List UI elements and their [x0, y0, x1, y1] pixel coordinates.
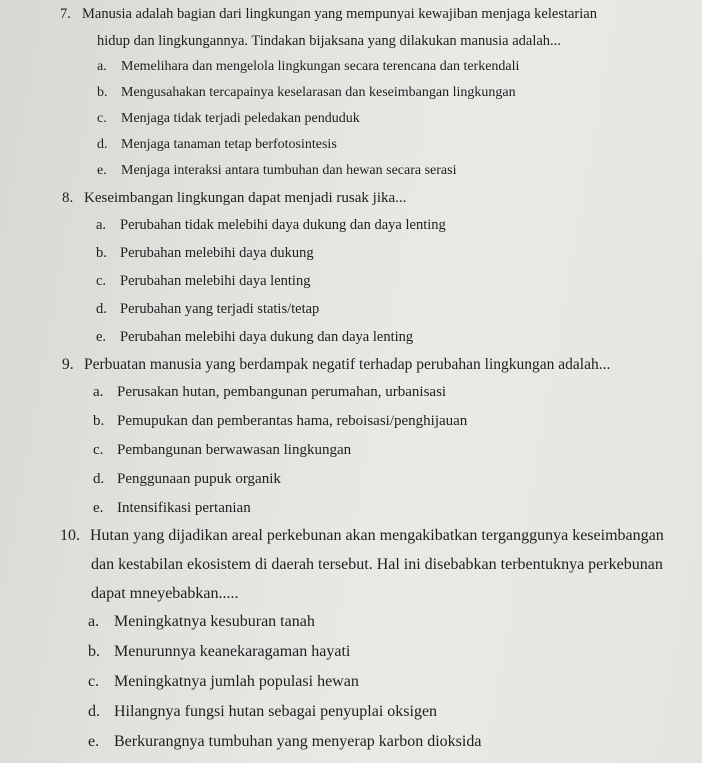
option-text: Meningkatnya jumlah populasi hewan: [114, 673, 359, 690]
option-8e[interactable]: [96, 329, 413, 346]
option-text: Pembangunan berwawasan lingkungan: [117, 442, 352, 458]
option-9d[interactable]: [93, 471, 281, 488]
option-7e[interactable]: [97, 163, 456, 179]
option-text: Hilangnya fungsi hutan sebagai penyuplai oksigen: [114, 703, 438, 720]
option-8d[interactable]: [96, 301, 319, 318]
option-letter: d.: [96, 301, 107, 317]
option-letter: d.: [88, 703, 100, 720]
option-8c[interactable]: [96, 273, 310, 290]
question-text-line: Hutan yang dijadikan areal perkebunan akan mengakibatkan terganggunya keseimbangan: [90, 527, 664, 544]
option-9c[interactable]: [93, 442, 351, 459]
question-number: 10.: [60, 527, 80, 544]
option-7d[interactable]: [97, 137, 337, 153]
option-letter: e.: [96, 329, 107, 345]
option-7c[interactable]: [97, 111, 360, 127]
option-letter: c.: [93, 442, 104, 458]
option-text: Memelihara dan mengelola lingkungan secara terencana dan terkendali: [121, 59, 520, 74]
question-7: [60, 6, 597, 23]
question-8: [62, 190, 406, 207]
option-10e[interactable]: [88, 733, 481, 751]
option-letter: e.: [97, 163, 107, 178]
option-text: Menjaga tidak terjadi peledakan penduduk: [121, 111, 360, 126]
option-text: Penggunaan pupuk organik: [117, 471, 281, 487]
option-letter: a.: [96, 217, 107, 233]
option-letter: b.: [97, 85, 108, 100]
option-letter: a.: [93, 384, 104, 400]
option-text: Menurunnya keanekaragaman hayati: [114, 643, 351, 660]
option-text: Perusakan hutan, pembangunan perumahan, urbanisasi: [117, 384, 447, 400]
option-9a[interactable]: [93, 384, 446, 401]
option-letter: d.: [97, 137, 108, 152]
option-9e[interactable]: [93, 500, 251, 517]
question-text-line: dapat mneyebabkan.....: [91, 585, 239, 602]
option-text: Perubahan melebihi daya lenting: [120, 273, 311, 289]
question-text-line: dan kestabilan ekosistem di daerah tersebut. Hal ini disebabkan terbentuknya perkebunan: [91, 556, 663, 573]
option-letter: e.: [88, 733, 100, 750]
option-text: Pemupukan dan pemberantas hama, reboisasi/penghijauan: [117, 413, 468, 429]
option-letter: d.: [93, 471, 105, 487]
question-text-line: hidup dan lingkungannya. Tindakan bijaksana yang dilakukan manusia adalah...: [97, 33, 561, 49]
option-text: Perubahan melebihi daya dukung dan daya lenting: [120, 329, 414, 345]
option-10c[interactable]: [88, 673, 359, 691]
option-10d[interactable]: [88, 703, 437, 721]
option-text: Berkurangnya tumbuhan yang menyerap karbon dioksida: [114, 733, 482, 750]
option-letter: c.: [97, 111, 107, 126]
option-letter: c.: [96, 273, 107, 289]
question-text-line: Manusia adalah bagian dari lingkungan yang mempunyai kewajiban menjaga kelestarian: [82, 6, 597, 22]
option-7a[interactable]: [97, 59, 519, 75]
option-9b[interactable]: [93, 413, 467, 430]
option-letter: b.: [88, 643, 100, 660]
question-number: 9.: [62, 356, 74, 373]
option-text: Perubahan tidak melebihi daya dukung dan daya lenting: [120, 217, 446, 233]
question-10: [60, 527, 664, 545]
option-letter: a.: [97, 59, 107, 74]
question-number: 8.: [62, 190, 74, 206]
option-letter: a.: [88, 613, 100, 630]
question-text-line: Perbuatan manusia yang berdampak negatif terhadap perubahan lingkungan adalah...: [84, 356, 611, 373]
option-10b[interactable]: [88, 643, 350, 661]
option-text: Meningkatnya kesuburan tanah: [114, 613, 315, 630]
option-10a[interactable]: [88, 613, 315, 631]
option-text: Menjaga tanaman tetap berfotosintesis: [121, 137, 337, 152]
option-text: Perubahan melebihi daya dukung: [120, 245, 314, 261]
option-letter: c.: [88, 673, 100, 690]
option-text: Intensifikasi pertanian: [117, 500, 251, 516]
option-8b[interactable]: [96, 245, 314, 262]
question-text-line: Keseimbangan lingkungan dapat menjadi rusak jika...: [84, 190, 407, 206]
question-number: 7.: [60, 6, 71, 22]
option-letter: b.: [96, 245, 107, 261]
option-text: Menjaga interaksi antara tumbuhan dan hewan secara serasi: [121, 163, 457, 178]
option-text: Mengusahakan tercapainya keselarasan dan keseimbangan lingkungan: [121, 85, 516, 100]
option-letter: b.: [93, 413, 105, 429]
option-8a[interactable]: [96, 217, 446, 234]
option-text: Perubahan yang terjadi statis/tetap: [120, 301, 320, 317]
option-7b[interactable]: [97, 85, 516, 101]
question-9: [62, 356, 610, 374]
option-letter: e.: [93, 500, 104, 516]
